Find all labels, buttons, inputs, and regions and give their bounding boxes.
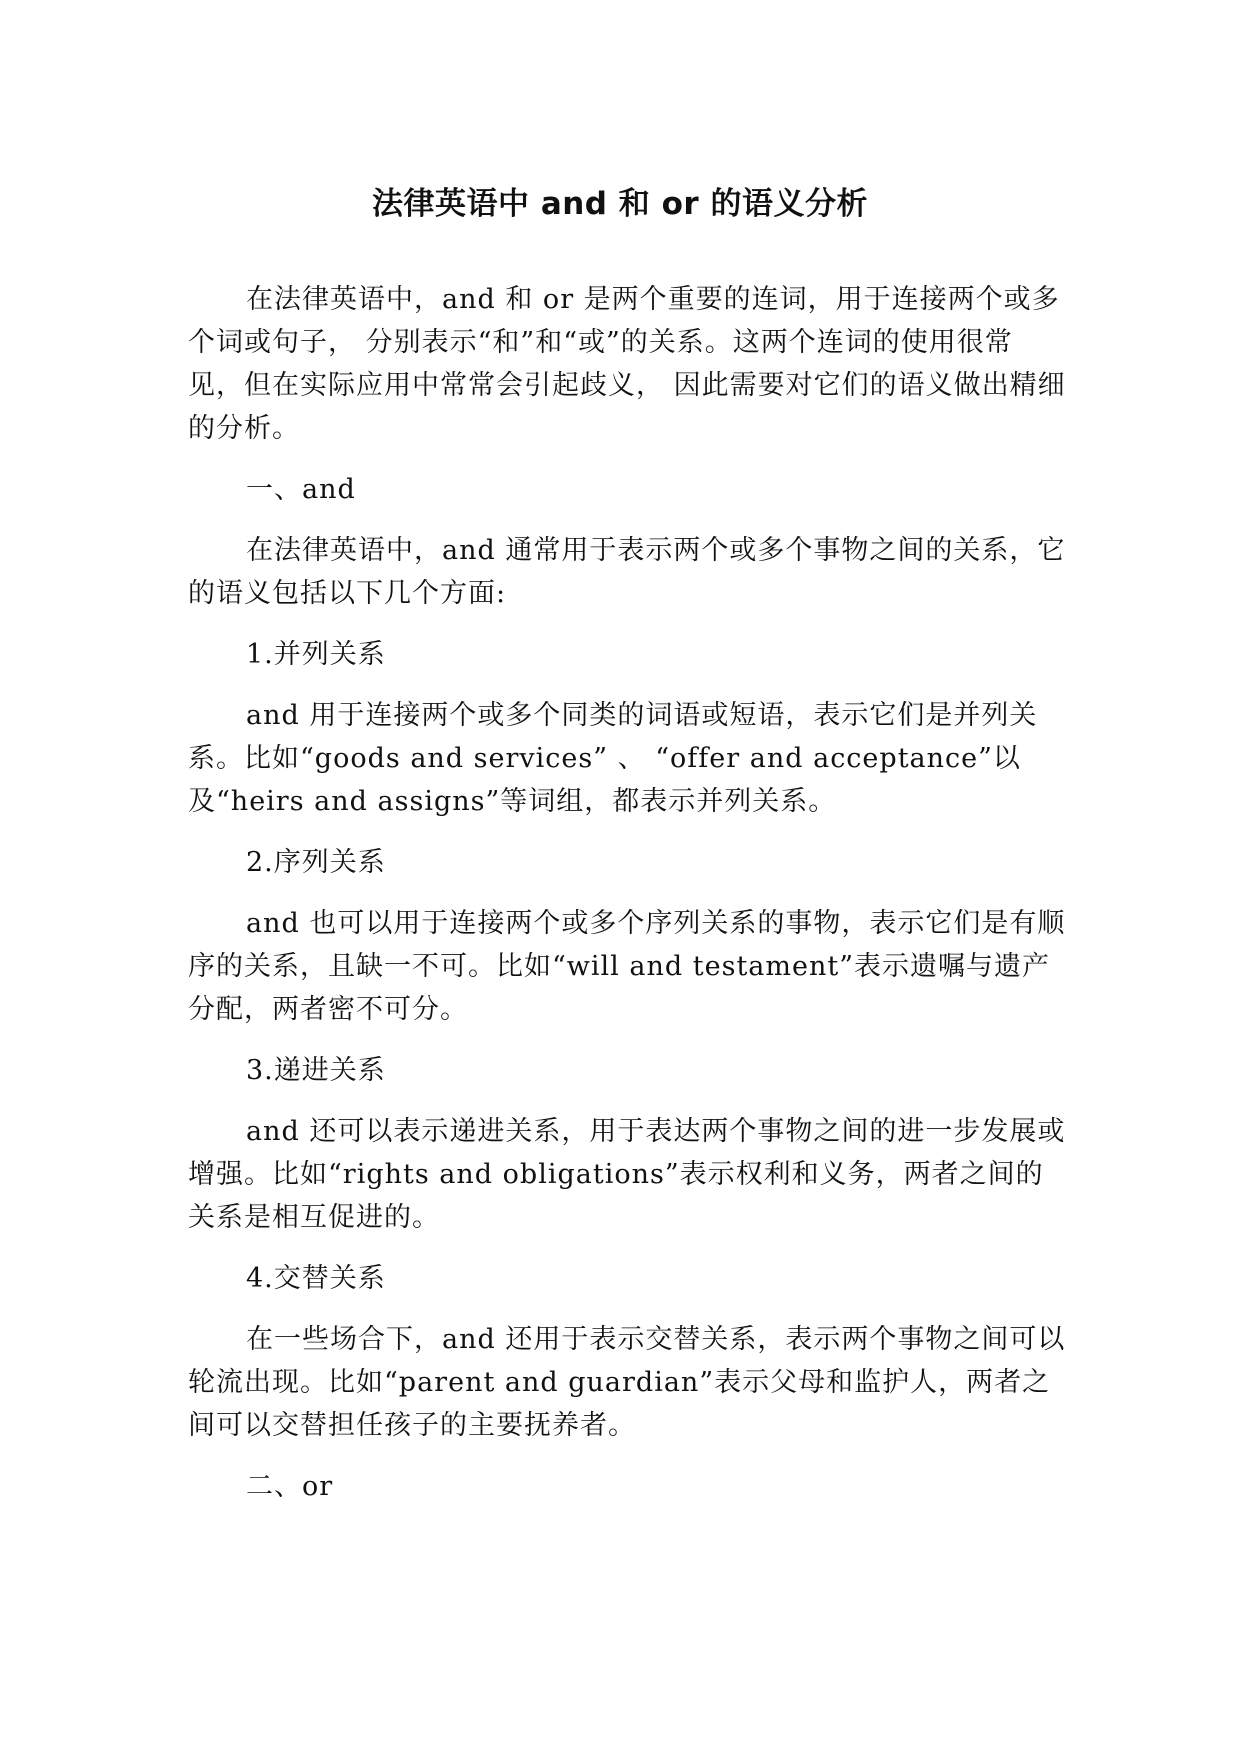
paragraph: 在法律英语中，and 通常用于表示两个或多个事物之间的关系，它的语义包括以下几个方面: [188, 535, 1066, 609]
paragraph: and 也可以用于连接两个或多个序列关系的事物，表示它们是有顺序的关系，且缺一不可。比如“will and testament”表示遗嘱与遗产分配，两者密不可分。 [188, 908, 1066, 1025]
subheading-alternating: 4.交替关系 [246, 1263, 386, 1294]
document-title: 法律英语中 and 和 or 的语义分析 [372, 186, 868, 222]
section-heading-or: 二、or [246, 1471, 334, 1502]
paragraph: 在一些场合下，and 还用于表示交替关系，表示两个事物之间可以轮流出现。比如“parent and guardian”表示父母和监护人，两者之间可以交替担任孩子的主要抚养者。 [188, 1324, 1066, 1441]
subheading-sequence: 2.序列关系 [246, 847, 386, 878]
document-body [188, 278, 1068, 1526]
section-heading-and: 一、and [246, 474, 356, 505]
intro-paragraph: 在法律英语中，and 和 or 是两个重要的连词，用于连接两个或多个词或句子， 分别表示“和”和“或”的关系。这两个连词的使用很常见，但在实际应用中常常会引起歧义， 因此需要对它们的语义做出精细的分析。 [188, 284, 1066, 444]
subheading-progressive: 3.递进关系 [246, 1055, 386, 1086]
subheading-parallel: 1.并列关系 [246, 639, 386, 670]
paragraph: and 用于连接两个或多个同类的词语或短语，表示它们是并列关系。比如“goods and services” 、 “offer and acceptance”以及“heirs and assigns”等词组，都表示并列关系。 [188, 700, 1038, 817]
paragraph: and 还可以表示递进关系，用于表达两个事物之间的进一步发展或增强。比如“rights and obligations”表示权利和义务，两者之间的关系是相互促进的。 [188, 1116, 1066, 1233]
